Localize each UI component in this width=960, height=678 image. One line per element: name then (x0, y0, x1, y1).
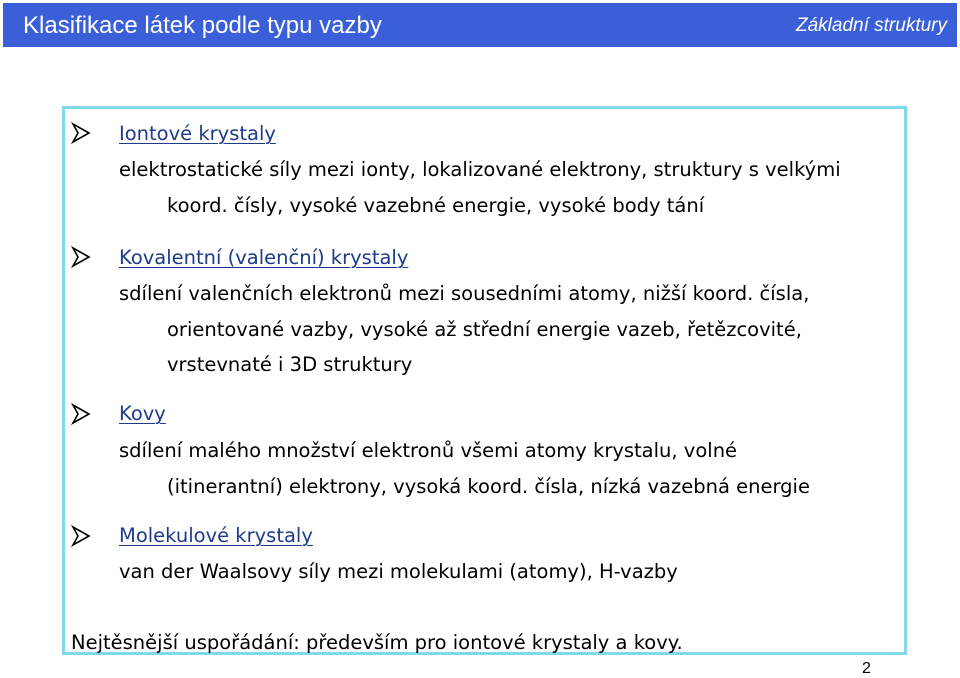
section-heading-metals: Kovy (119, 402, 166, 425)
section-text-covalent-1: sdílení valenčních elektronů mezi sousedními atomy, nižší koord. čísla, (119, 282, 810, 305)
page-number: 2 (862, 660, 871, 677)
section-text-metals-1: sdílení malého množství elektronů všemi atomy krystalu, volné (119, 439, 738, 462)
arrowhead-bullet-icon (70, 122, 92, 144)
section-text-ionic-1: elektrostatické síly mezi ionty, lokalizované elektrony, struktury s velkými (119, 158, 841, 181)
arrowhead-bullet-icon (70, 525, 92, 547)
section-text-metals-2: (itinerantní) elektrony, vysoká koord. čísla, nízká vazebná energie (167, 475, 810, 498)
arrowhead-bullet-icon (70, 403, 92, 425)
section-label: Základní struktury (796, 15, 947, 36)
section-heading-covalent: Kovalentní (valenční) krystaly (119, 246, 409, 269)
section-text-covalent-3: vrstevnaté i 3D struktury (167, 353, 413, 376)
section-text-molecular-1: van der Waalsovy síly mezi molekulami (atomy), H-vazby (119, 560, 678, 583)
section-heading-ionic: Iontové krystaly (119, 122, 276, 145)
section-text-covalent-2: orientované vazby, vysoké až střední energie vazeb, řetězcovité, (167, 318, 802, 341)
conclusion-text: Nejtěsnější uspořádání: především pro iontové krystaly a kovy. (71, 631, 683, 654)
arrowhead-bullet-icon (70, 246, 92, 268)
section-heading-molecular: Molekulové krystaly (119, 524, 313, 547)
slide-title: Klasifikace látek podle typu vazby (23, 12, 382, 39)
section-text-ionic-2: koord. čísly, vysoké vazebné energie, vysoké body tání (167, 194, 705, 217)
slide-header (3, 3, 957, 47)
